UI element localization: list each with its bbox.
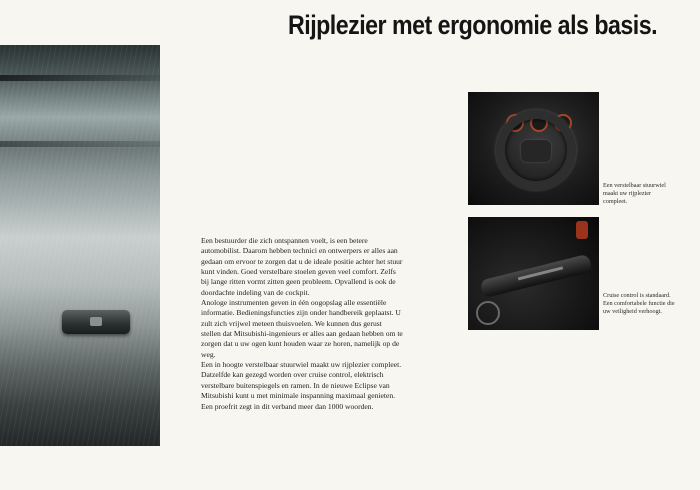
- indicator-light: [576, 221, 588, 239]
- dashboard-control-knob: [62, 310, 130, 334]
- steering-wheel-caption: Een verstelbaar stuurwiel maakt uw rijplezier compleet.: [603, 182, 666, 205]
- dash-trim-line: [0, 75, 160, 81]
- dash-trim-line: [0, 141, 160, 147]
- gauge-dial: [476, 301, 500, 325]
- cruise-control-photo: [468, 217, 599, 330]
- page-title: Rijplezier met ergonomie als basis.: [288, 10, 658, 40]
- body-paragraph: Anologe instrumenten geven in één oogopslag alle essentiële informatie. Bedieningsfuncties zijn onder handbereik geplaatst. U zult zich vrijwel meteen thuisvoelen. We kunnen dus gerust stellen dat Mitsubishi-ingenieurs er alles aan gedaan hebben om te zorgen dat u uw ogen kunt houden waar ze horen, namelijk op de weg.: [201, 298, 403, 359]
- cruise-control-caption: Cruise control is standaard. Een comfortabele functie die uw veiligheid verhoogt.: [603, 292, 675, 315]
- steering-wheel-photo: [468, 92, 599, 205]
- dashboard-photo: [0, 45, 160, 446]
- body-paragraph: Een bestuurder die zich ontspannen voelt, is een betere automobilist. Daarom hebben technici en ontwerpers er alles aan gedaan om ervoor te zorgen dat u de ideale positie achter het stuur kunt vinden. Goed verstelbare stoelen geven veel comfort. Zelfs bij lange ritten vormt zitten geen probleem. Opvallend is ook de doordachte indeling van de cockpit.: [201, 236, 403, 297]
- cruise-control-stalk: [479, 254, 592, 299]
- article-body: [201, 236, 403, 412]
- body-paragraph: Een in hoogte verstelbaar stuurwiel maakt uw rijplezier compleet. Datzelfde kan gezegd worden over cruise control, elektrisch verstelbare buitenspiegels en ramen. In de nieuwe Eclipse van Mitsubishi kunt u met minimale inspanning maximaal genieten. Een proefrit zegt in dit verband meer dan 1000 woorden.: [201, 360, 402, 411]
- steering-wheel-hub: [521, 140, 551, 162]
